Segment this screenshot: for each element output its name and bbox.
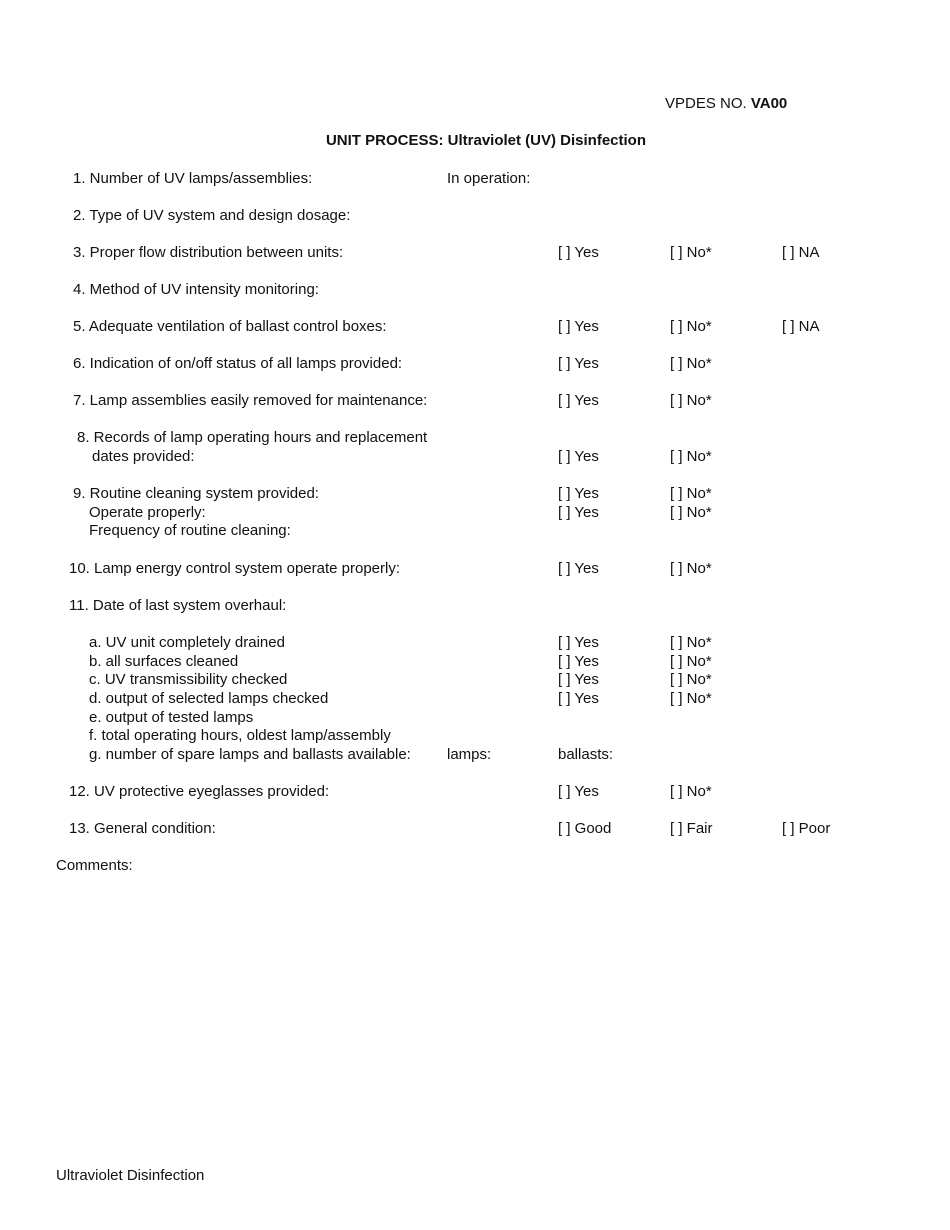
item-1-in-operation: In operation:: [447, 170, 531, 187]
item-7-label: 7. Lamp assemblies easily removed for maintenance:: [73, 392, 428, 409]
item-1-label: 1. Number of UV lamps/assemblies:: [73, 170, 313, 187]
item-9-operate-yes[interactable]: [ ] Yes: [558, 504, 599, 521]
item-10-no[interactable]: [ ] No*: [670, 560, 712, 577]
item-7-yes[interactable]: [ ] Yes: [558, 392, 599, 409]
item-11c-yes[interactable]: [ ] Yes: [558, 671, 599, 688]
item-3-no[interactable]: [ ] No*: [670, 244, 712, 261]
item-11d-no[interactable]: [ ] No*: [670, 690, 712, 707]
item-3-label: 3. Proper flow distribution between units:: [73, 244, 344, 261]
item-12-no[interactable]: [ ] No*: [670, 783, 712, 800]
item-3-na[interactable]: [ ] NA: [782, 244, 820, 261]
item-4-label: 4. Method of UV intensity monitoring:: [73, 281, 319, 298]
item-11f-label: f. total operating hours, oldest lamp/assembly: [89, 727, 391, 744]
item-8-label-line1: 8. Records of lamp operating hours and replacement: [77, 429, 428, 446]
item-11d-label: d. output of selected lamps checked: [89, 690, 329, 707]
item-11a-no[interactable]: [ ] No*: [670, 634, 712, 651]
item-9-label: 9. Routine cleaning system provided:: [73, 485, 319, 502]
item-11-label: 11. Date of last system overhaul:: [69, 597, 287, 614]
item-10-label: 10. Lamp energy control system operate properly:: [69, 560, 401, 577]
item-11c-label: c. UV transmissibility checked: [89, 671, 288, 688]
item-2-label: 2. Type of UV system and design dosage:: [73, 207, 351, 224]
item-3-yes[interactable]: [ ] Yes: [558, 244, 599, 261]
item-6-label: 6. Indication of on/off status of all lamps provided:: [73, 355, 403, 372]
item-13-good[interactable]: [ ] Good: [558, 820, 612, 837]
item-12-yes[interactable]: [ ] Yes: [558, 783, 599, 800]
item-11b-yes[interactable]: [ ] Yes: [558, 653, 599, 670]
item-10-yes[interactable]: [ ] Yes: [558, 560, 599, 577]
item-9-operate-no[interactable]: [ ] No*: [670, 504, 712, 521]
item-5-yes[interactable]: [ ] Yes: [558, 318, 599, 335]
item-13-fair[interactable]: [ ] Fair: [670, 820, 713, 837]
vpdes-label: VPDES NO.: [665, 95, 747, 112]
item-6-no[interactable]: [ ] No*: [670, 355, 712, 372]
item-8-no[interactable]: [ ] No*: [670, 448, 712, 465]
item-9-no[interactable]: [ ] No*: [670, 485, 712, 502]
item-11e-label: e. output of tested lamps: [89, 709, 254, 726]
item-8-yes[interactable]: [ ] Yes: [558, 448, 599, 465]
item-11b-label: b. all surfaces cleaned: [89, 653, 239, 670]
item-11g-ballasts: ballasts:: [558, 746, 614, 763]
item-6-yes[interactable]: [ ] Yes: [558, 355, 599, 372]
item-11a-yes[interactable]: [ ] Yes: [558, 634, 599, 651]
item-13-poor[interactable]: [ ] Poor: [782, 820, 831, 837]
item-11d-yes[interactable]: [ ] Yes: [558, 690, 599, 707]
vpdes-value: VA00: [750, 95, 788, 112]
comments-label: Comments:: [56, 857, 133, 874]
item-9-operate-label: Operate properly:: [89, 504, 206, 521]
item-9-frequency-label: Frequency of routine cleaning:: [89, 522, 291, 539]
item-11a-label: a. UV unit completely drained: [89, 634, 285, 651]
item-11c-no[interactable]: [ ] No*: [670, 671, 712, 688]
item-11g-lamps: lamps:: [447, 746, 492, 763]
footer-text: Ultraviolet Disinfection: [56, 1167, 205, 1184]
item-5-no[interactable]: [ ] No*: [670, 318, 712, 335]
item-8-label-line2: dates provided:: [92, 448, 195, 465]
item-11g-label: g. number of spare lamps and ballasts available:: [89, 746, 411, 763]
item-13-label: 13. General condition:: [69, 820, 216, 837]
item-5-label: 5. Adequate ventilation of ballast control boxes:: [73, 318, 387, 335]
item-12-label: 12. UV protective eyeglasses provided:: [69, 783, 330, 800]
item-9-yes[interactable]: [ ] Yes: [558, 485, 599, 502]
item-7-no[interactable]: [ ] No*: [670, 392, 712, 409]
item-5-na[interactable]: [ ] NA: [782, 318, 820, 335]
page-title: UNIT PROCESS: Ultraviolet (UV) Disinfection: [325, 132, 647, 149]
item-11b-no[interactable]: [ ] No*: [670, 653, 712, 670]
vpdes-number: [665, 95, 787, 113]
